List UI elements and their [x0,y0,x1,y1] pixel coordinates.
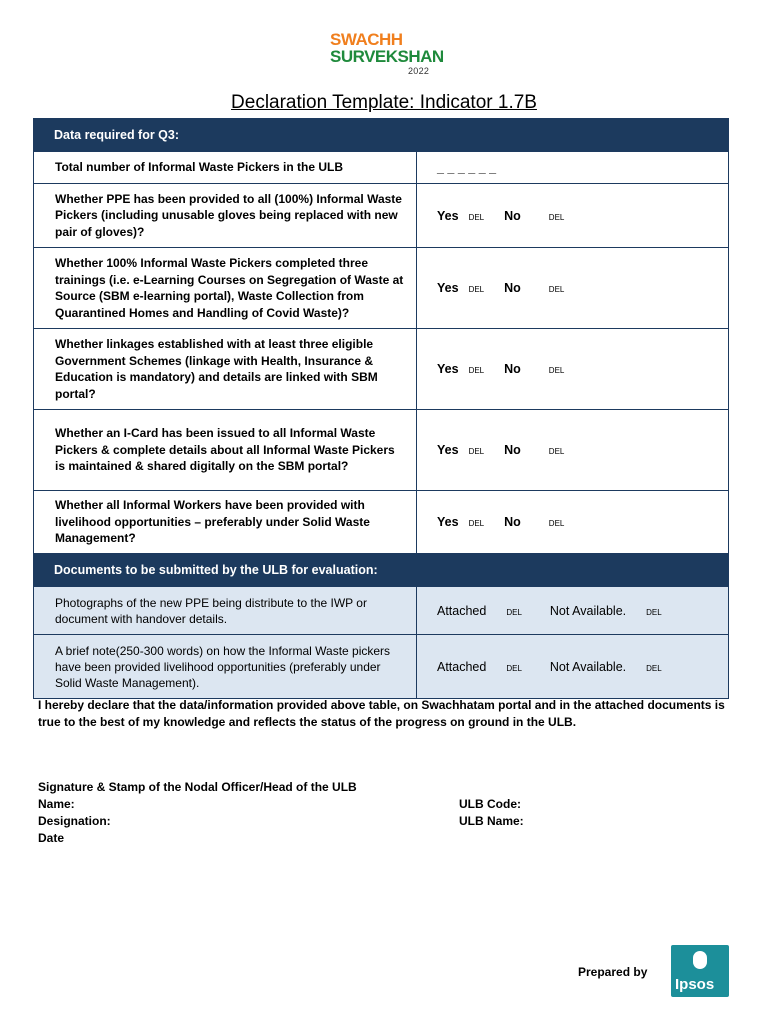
yes-no-options [417,248,729,329]
yes-del-tag: DEL [468,447,485,456]
no-option[interactable]: No [504,443,521,457]
answer-blank-field[interactable] [417,152,729,184]
section-header-documents [34,554,729,587]
yes-del-tag: DEL [468,366,485,375]
designation-field-label: Designation: [38,814,111,828]
yes-no-options [417,491,729,554]
logo-line2: SURVEKSHAN [330,47,444,66]
signature-block [38,779,357,847]
yes-option[interactable]: Yes [437,281,459,295]
document-text: A brief note(250-300 words) on how the Informal Waste pickers have been provided livelihood opportunities (preferably under Solid Waste Management). [34,635,417,699]
yes-del-tag: DEL [468,212,485,222]
yes-option[interactable]: Yes [437,515,459,529]
declaration-table [33,118,729,699]
no-del-tag: DEL [548,366,565,375]
yes-del-tag: DEL [468,519,485,528]
attached-del-tag: DEL [506,607,522,617]
attached-option[interactable]: Attached [437,603,487,618]
yes-no-options [417,184,729,248]
not-available-del-tag: DEL [646,663,662,673]
no-del-tag: DEL [548,447,565,456]
attachment-options [417,587,729,635]
logo-line1: SWACHH [330,30,403,49]
section-header-documents-label: Documents to be submitted by the ULB for evaluation: [34,554,729,587]
ulb-code-label: ULB Code: [459,797,521,811]
document-row [34,587,729,635]
document-text: Photographs of the new PPE being distribute to the IWP or document with handover details. [34,587,417,635]
ipsos-logo [671,945,729,997]
question-row [34,152,729,184]
signature-heading: Signature & Stamp of the Nodal Officer/Head of the ULB [38,780,357,794]
ipsos-head-icon [693,951,707,969]
question-text: Whether PPE has been provided to all (100%) Informal Waste Pickers (including unusable gloves being replaced with new pair of gloves)? [34,184,417,248]
document-row [34,635,729,699]
not-available-option[interactable]: Not Available. [549,603,627,618]
yes-option[interactable]: Yes [437,208,459,223]
swachh-survekshan-logo [322,26,442,76]
name-field-label: Name: [38,797,75,811]
no-option[interactable]: No [504,208,521,223]
yes-option[interactable]: Yes [437,362,459,376]
question-text: Whether all Informal Workers have been provided with livelihood opportunities – preferably under Solid Waste Management? [34,491,417,554]
yes-option[interactable]: Yes [437,443,459,457]
blank-line: _ _ _ _ _ _ [437,160,497,175]
ipsos-logo-text: Ipsos [675,976,715,993]
question-row [34,329,729,410]
question-text: Whether 100% Informal Waste Pickers completed three trainings (i.e. e-Learning Courses on Segregation of Waste at Source (SBM e-learning portal), Waste Collection from Quarantined Homes and Handling of Covid Waste)? [34,248,417,329]
question-text: Whether an I-Card has been issued to all Informal Waste Pickers & complete details about all Informal Waste Pickers is maintained & shared digitally on the SBM portal? [34,410,417,491]
attached-del-tag: DEL [506,663,522,673]
yes-no-options [417,410,729,491]
no-option[interactable]: No [504,362,521,376]
not-available-option[interactable]: Not Available. [549,659,627,674]
no-del-tag: DEL [548,285,565,294]
ulb-name-label: ULB Name: [459,814,524,828]
declaration-text: I hereby declare that the data/information provided above table, on Swachhatam portal and in the attached documents is true to the best of my knowledge and reflects the status of the progress on ground in the ULB. [38,698,725,729]
no-option[interactable]: No [504,281,521,295]
question-row [34,491,729,554]
question-row [34,410,729,491]
document-title: Declaration Template: Indicator 1.7B [231,92,537,113]
prepared-by-label: Prepared by [578,965,648,979]
attachment-options [417,635,729,699]
no-option[interactable]: No [504,515,521,529]
question-row [34,184,729,248]
question-row [34,248,729,329]
no-del-tag: DEL [548,519,565,528]
attached-option[interactable]: Attached [437,659,487,674]
logo-year: 2022 [408,66,430,76]
not-available-del-tag: DEL [646,607,662,617]
yes-no-options [417,329,729,410]
date-field-label: Date [38,831,65,845]
section-header-data-label: Data required for Q3: [34,119,729,152]
section-header-data [34,119,729,152]
question-text: Whether linkages established with at least three eligible Government Schemes (linkage with Health, Insurance & Education is mandatory) and details are linked with SBM portal? [34,329,417,410]
yes-del-tag: DEL [468,285,485,294]
question-text: Total number of Informal Waste Pickers in the ULB [34,152,417,184]
ulb-block [459,796,524,830]
no-del-tag: DEL [548,212,565,222]
